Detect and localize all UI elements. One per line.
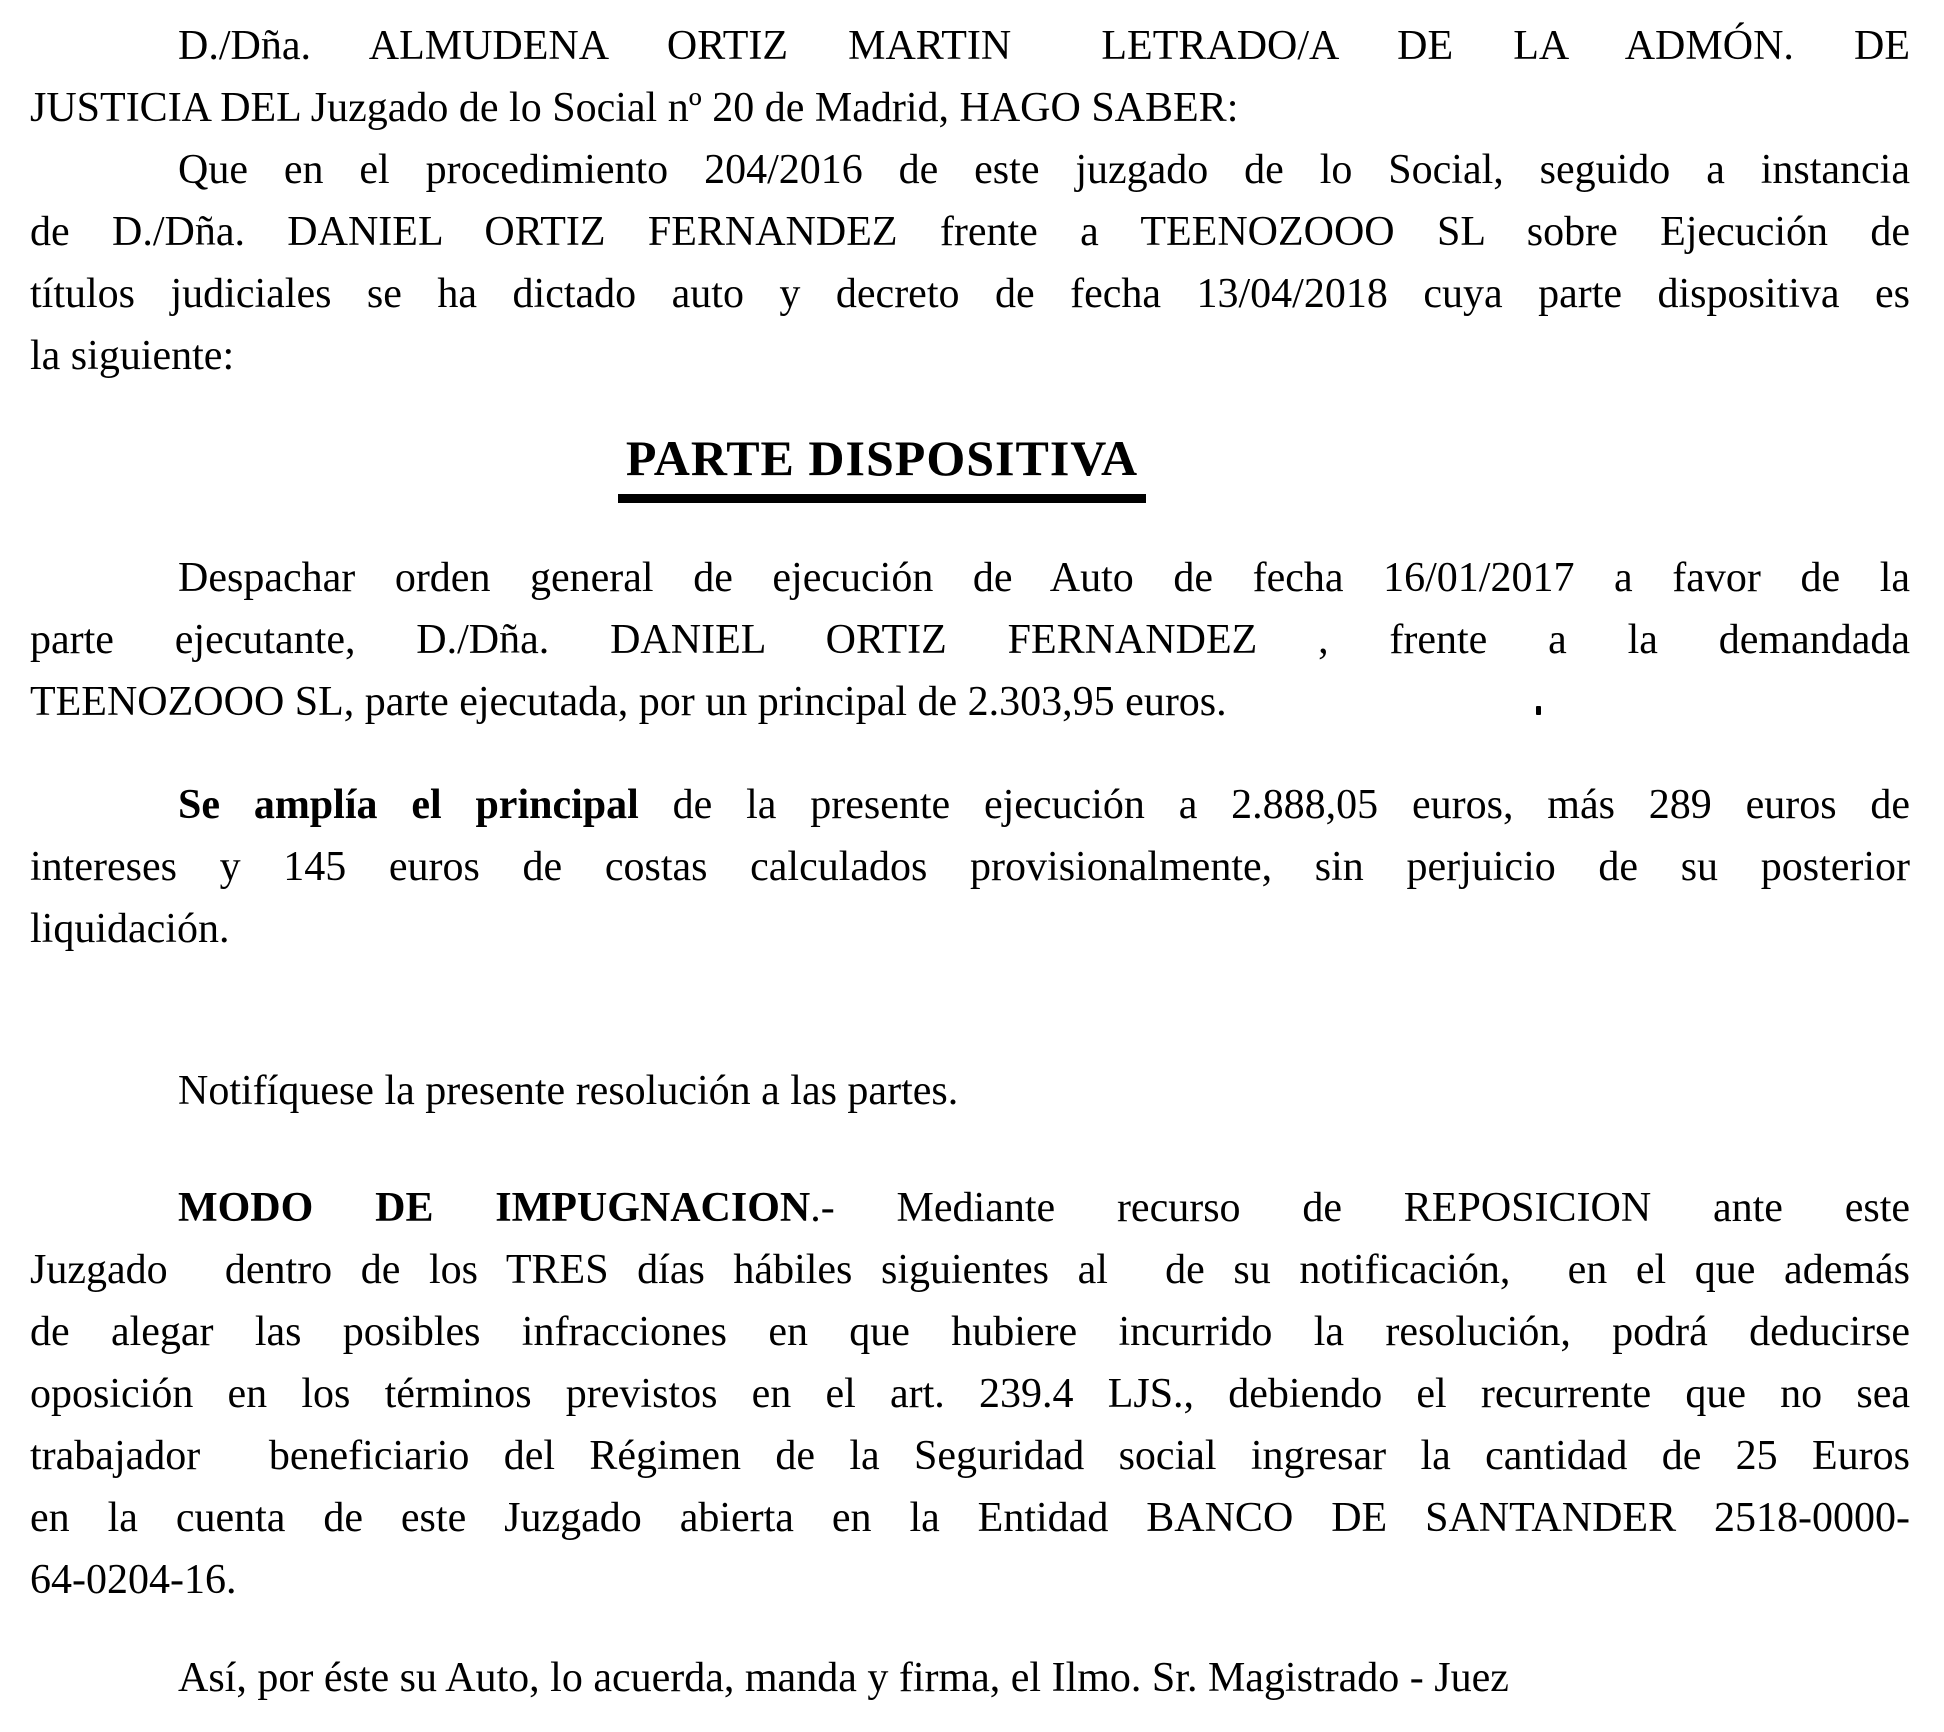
bold-text-segment: MODO DE IMPUGNACION [178,1185,811,1231]
document-line [30,15,1910,77]
text-segment: trabajador beneficiario del Régimen de la Seguridad social ingresar la cantidad de 25 Euros [30,1433,1910,1479]
document-line [30,1487,1910,1549]
text-segment: de la presente ejecución a 2.888,05 euros, más 289 euros de [672,782,1910,828]
despachar-paragraph [30,547,1910,733]
text-segment: Juzgado dentro de los TRES días hábiles siguientes al de su notificación, en el que además [30,1247,1910,1293]
document-line [30,1363,1910,1425]
document-line [30,1177,1910,1239]
parte-dispositiva-heading: PARTE DISPOSITIVA [618,427,1146,503]
text-segment: JUSTICIA DEL Juzgado de lo Social nº 20 de Madrid, HAGO SABER: [30,85,1239,131]
document-line [30,263,1910,325]
text-segment: Despachar orden general de ejecución de Auto de fecha 16/01/2017 a favor de la [178,555,1910,601]
bold-text-segment: Se amplía el principal [178,782,673,828]
document-line [30,609,1910,671]
document-line [30,1060,1910,1122]
document-line [30,77,1910,139]
document-line [30,1647,1910,1709]
text-segment: de D./Dña. DANIEL ORTIZ FERNANDEZ frente a TEENOZOOO SL sobre Ejecución de [30,209,1910,255]
ink-speck-artifact [1536,706,1541,715]
header-paragraph [30,15,1910,139]
text-segment: en la cuenta de este Juzgado abierta en la Entidad BANCO DE SANTANDER 2518-0000- [30,1495,1910,1541]
modo-impugnacion-paragraph [30,1177,1910,1611]
intro-paragraph [30,139,1910,387]
section-heading-row [30,427,1910,503]
document-line [30,547,1910,609]
text-segment: TEENOZOOO SL, parte ejecutada, por un principal de 2.303,95 euros. [30,679,1227,725]
document-line [30,836,1910,898]
text-segment: D./Dña. ALMUDENA ORTIZ MARTIN LETRADO/A DE LA ADMÓN. DE [178,23,1910,69]
document-line [30,1301,1910,1363]
text-segment: parte ejecutante, D./Dña. DANIEL ORTIZ FERNANDEZ , frente a la demandada [30,617,1910,663]
text-segment: títulos judiciales se ha dictado auto y decreto de fecha 13/04/2018 cuya parte dispositiva es [30,271,1910,317]
document-line [30,671,1910,733]
text-segment: .- Mediante recurso de REPOSICION ante este [810,1185,1911,1231]
document-line [30,1425,1910,1487]
text-segment: Así, por éste su Auto, lo acuerda, manda y firma, el Ilmo. Sr. Magistrado - Juez [178,1655,1509,1701]
text-segment: liquidación. [30,906,230,952]
firma-paragraph [30,1647,1910,1709]
ampliacion-paragraph [30,774,1910,960]
text-segment: la siguiente: [30,333,235,379]
document-line [30,139,1910,201]
document-body [30,15,1910,1709]
notifiquese-paragraph [30,1060,1910,1122]
text-segment: intereses y 145 euros de costas calculados provisionalmente, sin perjuicio de su posterior [30,844,1910,890]
text-segment: Notifíquese la presente resolución a las partes. [178,1068,959,1114]
text-segment: Que en el procedimiento 204/2016 de este juzgado de lo Social, seguido a instancia [178,147,1910,193]
text-segment: de alegar las posibles infracciones en que hubiere incurrido la resolución, podrá deducirse [30,1309,1910,1355]
document-line [30,1549,1910,1611]
text-segment: oposición en los términos previstos en el art. 239.4 LJS., debiendo el recurrente que no sea [30,1371,1910,1417]
document-line [30,325,1910,387]
document-line [30,774,1910,836]
document-line [30,898,1910,960]
document-line [30,201,1910,263]
document-line [30,1239,1910,1301]
text-segment: 64-0204-16. [30,1557,237,1603]
